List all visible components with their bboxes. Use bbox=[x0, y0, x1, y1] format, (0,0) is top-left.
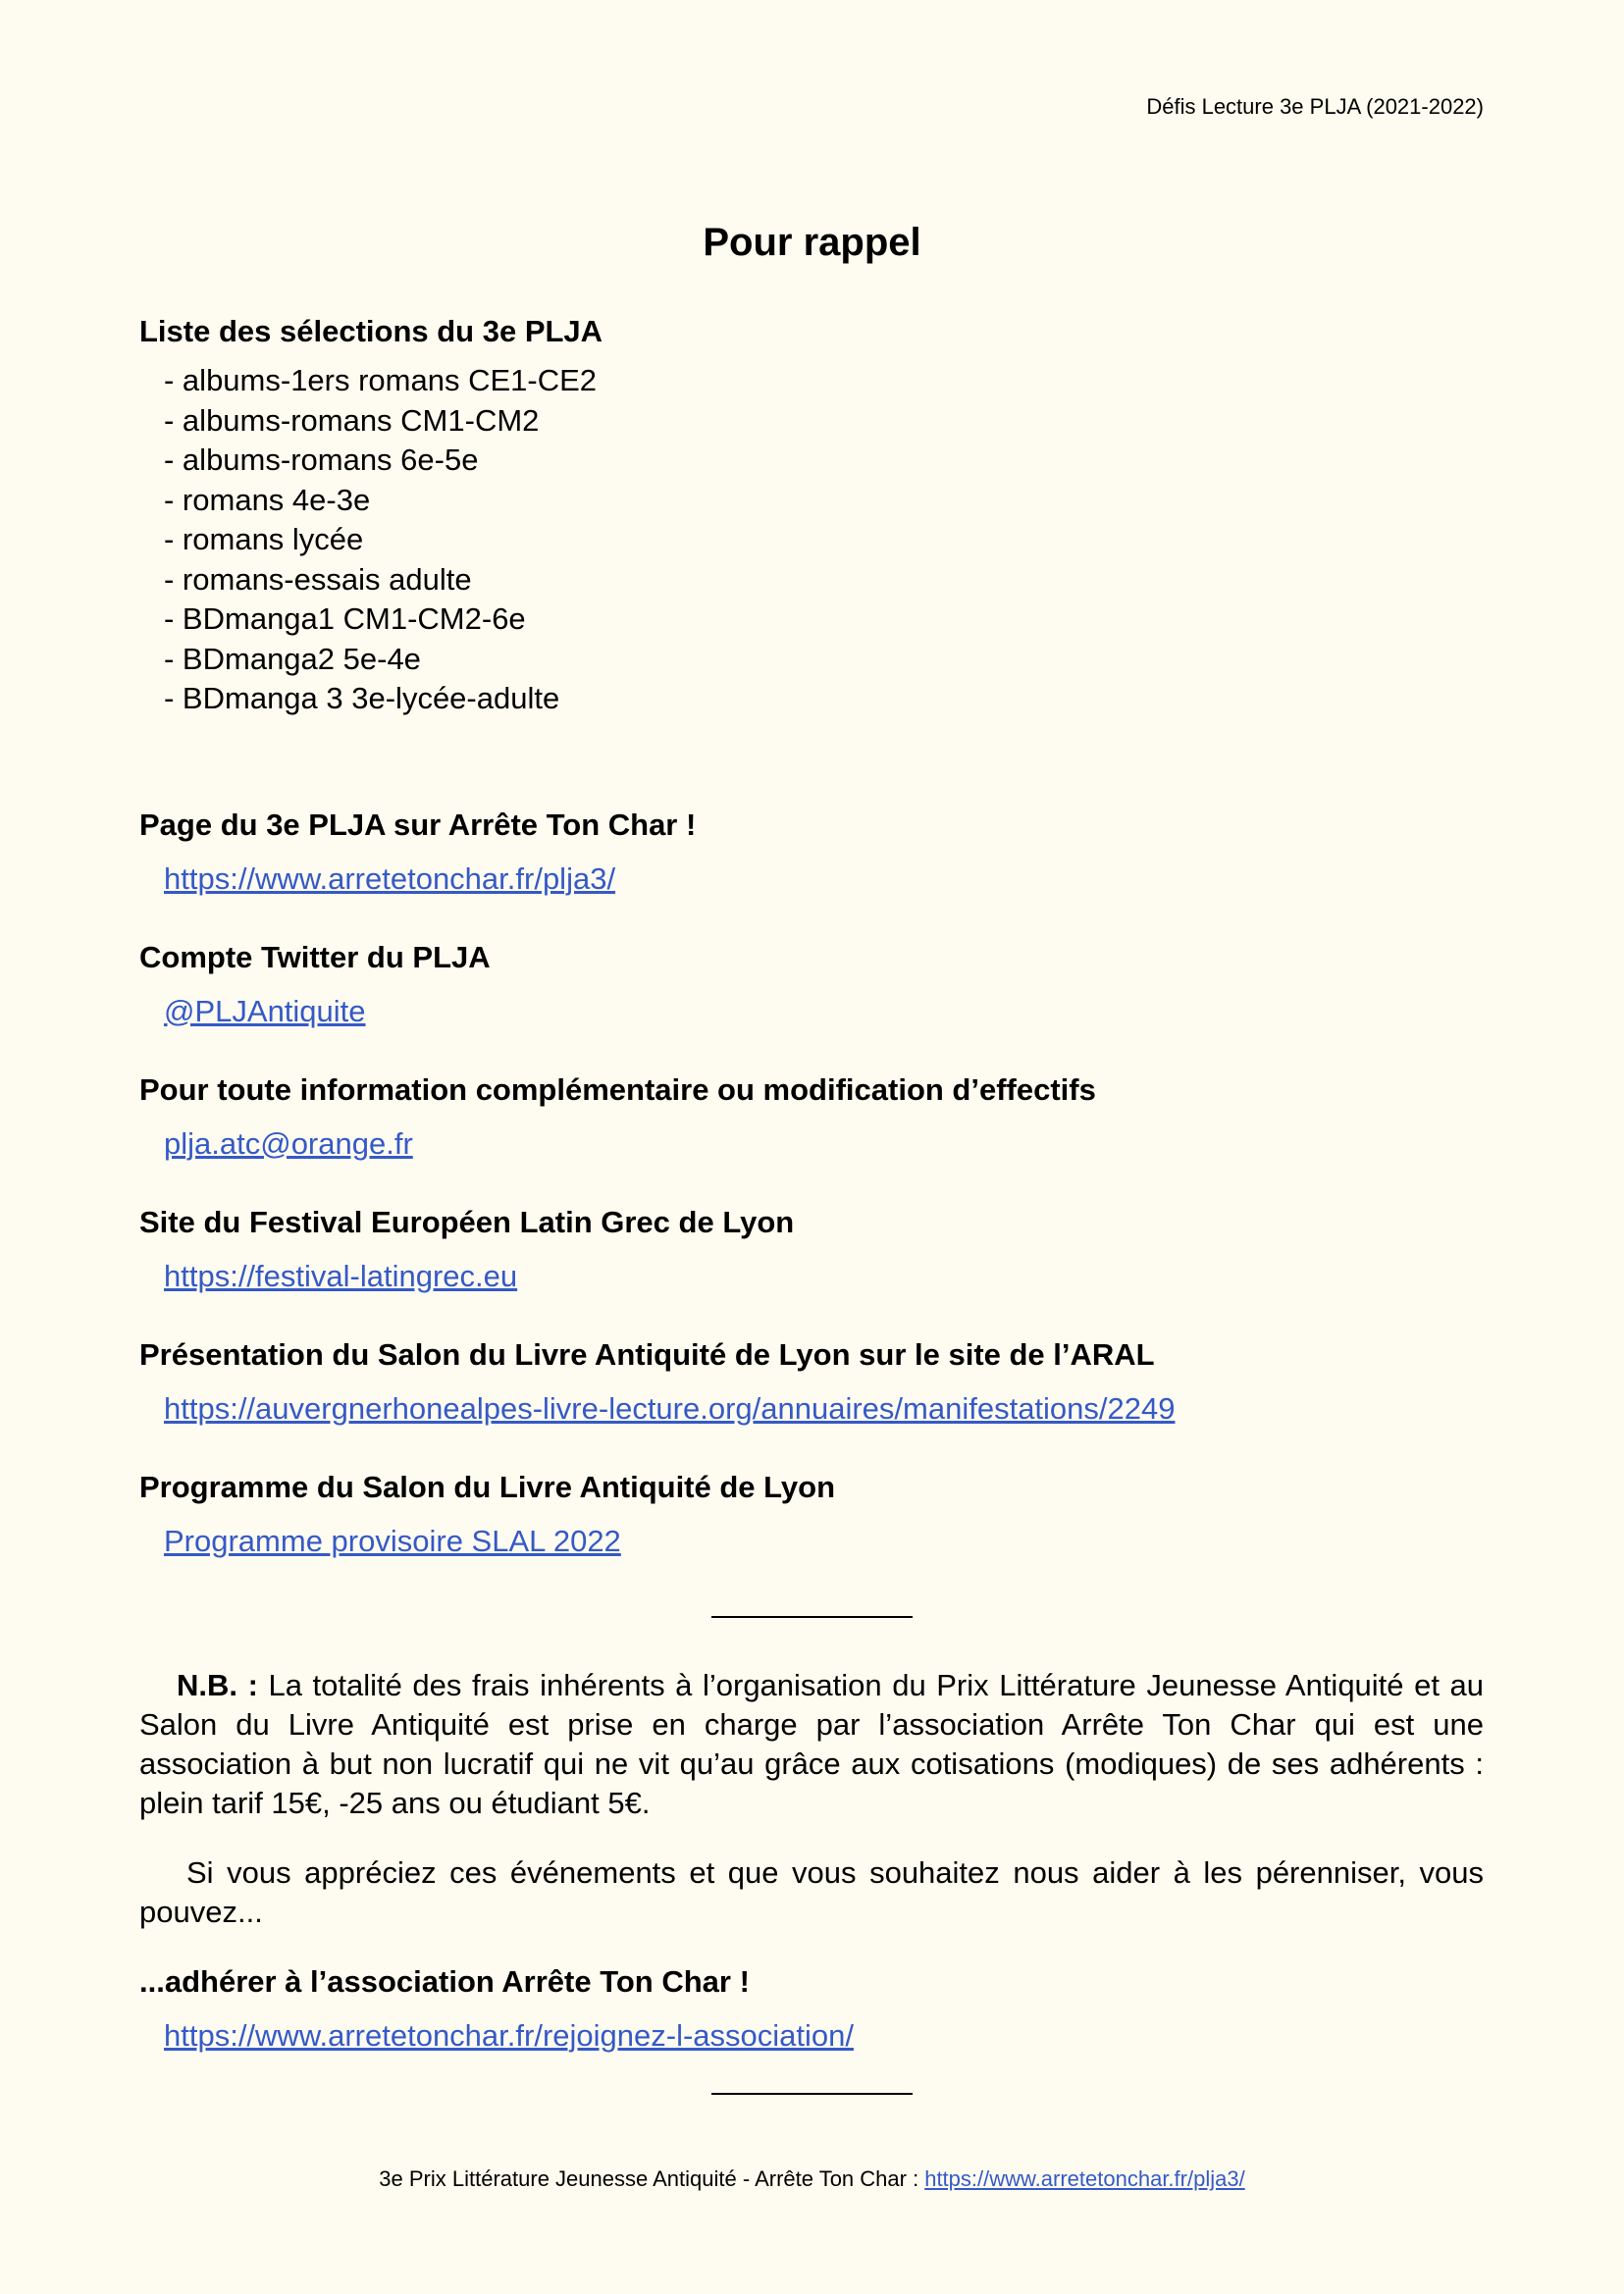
aral-section bbox=[139, 1335, 1484, 1429]
adherer-link[interactable]: https://www.arretetonchar.fr/rejoignez-l-association/ bbox=[164, 2017, 854, 2053]
festival-section bbox=[139, 1203, 1484, 1296]
footer-text: 3e Prix Littérature Jeunesse Antiquité - Arrête Ton Char : bbox=[379, 2166, 919, 2191]
list-item: - romans 4e-3e bbox=[164, 482, 371, 517]
separator-line bbox=[711, 2093, 913, 2095]
plja-page-link[interactable]: https://www.arretetonchar.fr/plja3/ bbox=[164, 860, 616, 896]
plja-page-section bbox=[139, 806, 1484, 899]
twitter-link[interactable]: @PLJAntiquite bbox=[164, 993, 366, 1028]
footer-link[interactable]: https://www.arretetonchar.fr/plja3/ bbox=[924, 2166, 1245, 2191]
email-link[interactable]: plja.atc@orange.fr bbox=[164, 1125, 413, 1161]
nb-label: N.B. : bbox=[177, 1667, 258, 1702]
festival-link[interactable]: https://festival-latingrec.eu bbox=[164, 1258, 518, 1293]
section-heading: Présentation du Salon du Livre Antiquité de Lyon sur le site de l’ARAL bbox=[139, 1336, 1155, 1372]
programme-section bbox=[139, 1468, 1484, 1561]
list-item: - BDmanga1 CM1-CM2-6e bbox=[164, 601, 526, 636]
section-heading: Compte Twitter du PLJA bbox=[139, 939, 491, 974]
support-paragraph: Si vous appréciez ces événements et que vous souhaitez nous aider à les pérenniser, vous pouvez... bbox=[139, 1854, 1484, 1929]
list-item: - albums-1ers romans CE1-CE2 bbox=[164, 363, 598, 397]
list-item: - romans lycée bbox=[164, 522, 364, 556]
selections-list bbox=[164, 361, 1484, 719]
aral-link[interactable]: https://auvergnerhonealpes-livre-lecture.org/annuaires/manifestations/2249 bbox=[164, 1390, 1176, 1426]
page-footer bbox=[0, 2166, 1624, 2192]
nb-paragraph bbox=[139, 1666, 1484, 1823]
selections-section bbox=[139, 312, 1484, 719]
selections-heading: Liste des sélections du 3e PLJA bbox=[139, 314, 603, 348]
page-title: Pour rappel bbox=[703, 221, 921, 264]
list-item: - romans-essais adulte bbox=[164, 561, 472, 597]
separator-line bbox=[711, 1616, 913, 1618]
programme-link[interactable]: Programme provisoire SLAL 2022 bbox=[164, 1523, 621, 1558]
section-heading: Page du 3e PLJA sur Arrête Ton Char ! bbox=[139, 807, 697, 842]
section-heading: Site du Festival Européen Latin Grec de Lyon bbox=[139, 1204, 795, 1239]
adherer-heading: ...adhérer à l’association Arrête Ton Char ! bbox=[139, 1963, 750, 1999]
list-item: - BDmanga2 5e-4e bbox=[164, 641, 421, 676]
nb-text: La totalité des frais inhérents à l’organisation du Prix Littérature Jeunesse Antiquité et au Salon du Livre Antiquité est prise en charge par l’association Arrête Ton Char qui est une association à but non lucratif qui ne vit qu’au grâce aux cotisations (modiques) de ses adhérents : plein tarif 15€, -25 ans ou étudiant 5€. bbox=[139, 1667, 1484, 1820]
section-heading: Pour toute information complémentaire ou modification d’effectifs bbox=[139, 1071, 1096, 1107]
list-item: - BDmanga 3 3e-lycée-adulte bbox=[164, 681, 560, 715]
page-content bbox=[139, 312, 1484, 2095]
contact-section bbox=[139, 1070, 1484, 1164]
section-heading: Programme du Salon du Livre Antiquité de Lyon bbox=[139, 1469, 836, 1504]
list-item: - albums-romans CM1-CM2 bbox=[164, 402, 540, 438]
page-header: Défis Lecture 3e PLJA (2021-2022) bbox=[1146, 94, 1484, 119]
twitter-section bbox=[139, 938, 1484, 1031]
list-item: - albums-romans 6e-5e bbox=[164, 443, 479, 477]
